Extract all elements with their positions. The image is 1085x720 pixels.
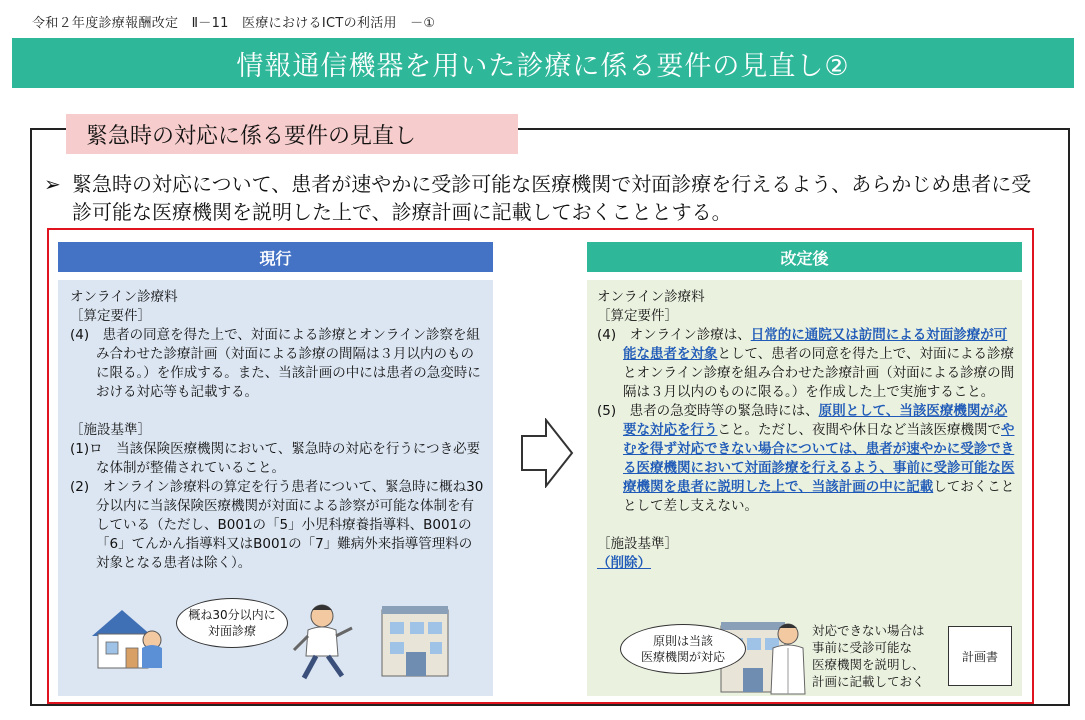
revised-req5-b: こと。ただし、夜間や休日など当該医療機関で	[717, 422, 1001, 438]
revised-req4	[597, 326, 1015, 402]
patient-house-illustration	[88, 598, 168, 678]
title-banner	[12, 38, 1074, 88]
revised-req5-a: (5) 患者の急変時等の緊急時には、	[597, 403, 819, 419]
plan-document-icon	[948, 626, 1012, 686]
speech-bubble-primary	[620, 624, 746, 674]
revised-title: オンライン診療料	[597, 289, 705, 305]
page-title: 情報通信機器を用いた診療に係る要件の見直し②	[236, 50, 850, 82]
section-title: 緊急時の対応に係る要件の見直し	[86, 123, 417, 149]
revised-fac-label: ［施設基準］	[597, 536, 678, 552]
clinic-building-illustration	[376, 600, 456, 680]
section-tab	[66, 114, 518, 154]
current-fac1: (1)ロ 当該保険医療機関において、緊急時の対応を行うにつき必要な体制が整備されていること。	[70, 441, 481, 476]
doctor-standing-illustration	[763, 620, 813, 696]
current-fac2: (2) オンライン診療料の算定を行う患者について、緊急時に概ね30分以内に当該保険医療機関が対面による診察が可能な体制を有している（ただし、B001の「5」小児科療養指導料、B001の「6」てんかん指導料又はB001の「7」難病外来指導管理料の対象となる患者は除く）。	[70, 479, 484, 571]
speech-bubble-30min	[176, 598, 288, 648]
bullet-arrow-icon: ➢	[44, 172, 61, 196]
revised-req5-c: しておくこととして差し支えない。	[623, 479, 1015, 514]
revised-req4-a: (4) オンライン診療は、	[597, 327, 751, 343]
revised-text	[597, 288, 1015, 573]
doctor-illustration	[290, 598, 360, 686]
revised-req4-b: として、患者の同意を得た上で、対面による診療とオンライン診療を組み合わせた診療計画（対面による診療の間隔は３月以内のものに限る。）を作成した上で実施すること。	[623, 346, 1015, 400]
right-arrow-icon	[520, 418, 574, 488]
current-header: 現行	[58, 242, 493, 272]
bubble-30min-text: 概ね30分以内に 対面診療	[188, 608, 276, 638]
revised-req4-highlight: 日常的に通院又は訪問による対面診療が可能な患者を対象	[623, 327, 1008, 362]
lead-text: 緊急時の対応について、患者が速やかに受診可能な医療機関で対面診療を行えるよう、あらかじめ患者に受診可能な医療機関を説明した上で、診療計画に記載しておくこととする。	[72, 172, 1032, 224]
revised-req5	[597, 402, 1015, 516]
bubble-primary-text: 原則は当該 医療機関が対応	[640, 634, 725, 664]
current-title: オンライン診療料	[70, 289, 178, 305]
revised-caption: 対応できない場合は 事前に受診可能な 医療機関を説明し、 計画に記載しておく	[812, 623, 925, 689]
current-req-label: ［算定要件］	[70, 308, 151, 324]
revised-req5-highlight-1: 原則として、当該医療機関が必要な対応を行う	[623, 403, 1008, 438]
revised-fac-deleted: （削除）	[597, 555, 651, 571]
current-text	[70, 288, 485, 573]
current-fac-label: ［施設基準］	[70, 422, 151, 438]
revised-req-label: ［算定要件］	[597, 308, 678, 324]
document-reference: 令和２年度診療報酬改定 Ⅱ－11 医療におけるICTの利活用 －①	[32, 16, 436, 31]
revised-header: 改定後	[587, 242, 1022, 272]
current-req4: (4) 患者の同意を得た上で、対面による診療とオンライン診察を組み合わせた診療計画（対面による診療の間隔は３月以内のものに限る。）を作成する。また、当該計画の中には患者の急変時における対応等も記載する。	[70, 327, 481, 400]
revised-req5-highlight-2: やむを得ず対応できない場合については、患者が速やかに受診できる医療機関において対面診療を行えるよう、事前に受診可能な医療機関を患者に説明した上で、当該計画の中に記載	[623, 422, 1015, 495]
plan-document-label: 計画書	[961, 649, 998, 664]
